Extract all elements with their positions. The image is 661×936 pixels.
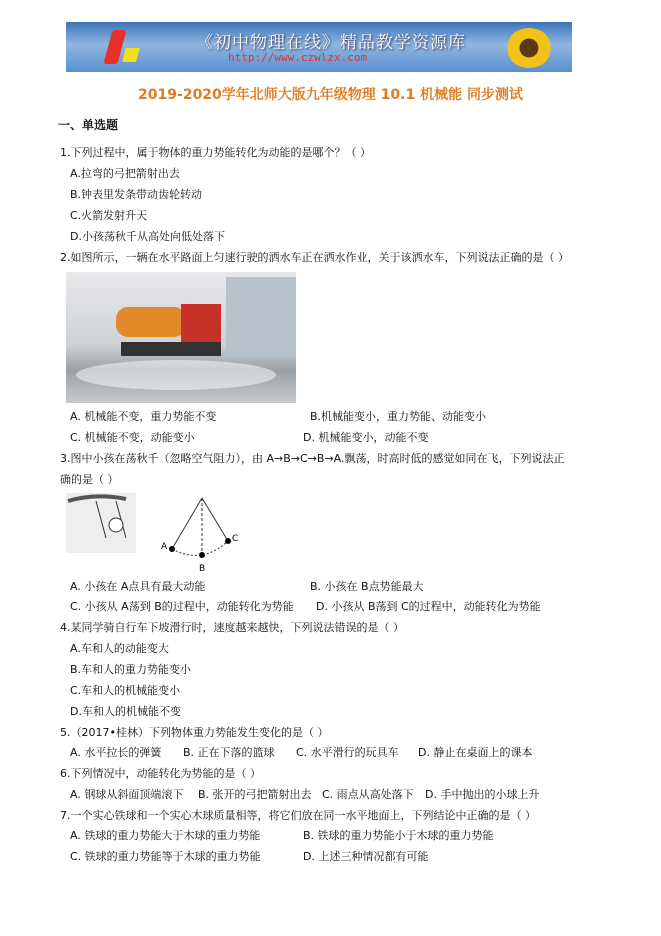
swing-diagram bbox=[66, 493, 246, 575]
label-a: A bbox=[161, 542, 168, 552]
question-5: 5.（2017•桂林）下列物体重力势能发生变化的是（ ） bbox=[60, 726, 329, 739]
option: A. 水平拉长的弹簧 bbox=[70, 746, 162, 759]
option: A.拉弯的弓把箭射出去 bbox=[70, 167, 180, 180]
option: C. 机械能不变，动能变小 bbox=[70, 431, 195, 444]
sunflower-icon bbox=[506, 28, 552, 68]
option: C. 铁球的重力势能等于木球的重力势能 bbox=[70, 850, 261, 863]
option: B. 正在下落的篮球 bbox=[183, 746, 275, 759]
section-heading: 一、单选题 bbox=[58, 118, 119, 132]
logo-icon-part bbox=[122, 48, 140, 62]
question-3-cont: 确的是（ ） bbox=[60, 473, 119, 486]
banner-title: 《初中物理在线》精品教学资源库 bbox=[196, 33, 466, 53]
question-2: 2.如图所示，一辆在水平路面上匀速行驶的洒水车正在洒水作业，关于该洒水车，下列说法正确的是（ ） bbox=[60, 251, 569, 264]
page-title: 2019-2020学年北师大版九年级物理 10.1 机械能 同步测试 bbox=[138, 87, 523, 103]
question-4: 4.某同学骑自行车下坡滑行时，速度越来越快，下列说法错误的是（ ） bbox=[60, 621, 404, 634]
option: D.小孩荡秋千从高处向低处落下 bbox=[70, 230, 225, 243]
banner-url: http://www.czwlzx.com bbox=[228, 51, 368, 64]
option: B.钟表里发条带动齿轮转动 bbox=[70, 188, 203, 201]
option: A.车和人的动能变大 bbox=[70, 642, 169, 655]
option: D. 上述三种情况都有可能 bbox=[303, 850, 429, 863]
option: C. 雨点从高处落下 bbox=[322, 788, 414, 801]
question-3: 3.图中小孩在荡秋千（忽略空气阻力），由 A→B→C→B→A.飘荡，时高时低的感觉如同在飞，下列说法正 bbox=[60, 452, 565, 465]
option: B.机械能变小，重力势能、动能变小 bbox=[310, 410, 487, 423]
option: D. 机械能变小，动能不变 bbox=[303, 431, 429, 444]
option: B.车和人的重力势能变小 bbox=[70, 663, 192, 676]
label-c: C bbox=[232, 534, 239, 544]
option: A. 铁球的重力势能大于木球的重力势能 bbox=[70, 829, 261, 842]
label-b: B bbox=[199, 564, 206, 574]
option: A. 小孩在 A点具有最大动能 bbox=[70, 580, 206, 593]
question-7: 7.一个实心铁球和一个实心木球质量相等，将它们放在同一水平地面上，下列结论中正确的是（ ） bbox=[60, 809, 536, 822]
question-1: 1.下列过程中，属于物体的重力势能转化为动能的是哪个？（ ） bbox=[60, 146, 371, 159]
option: B. 铁球的重力势能小于木球的重力势能 bbox=[303, 829, 494, 842]
option: B. 小孩在 B点势能最大 bbox=[310, 580, 424, 593]
water-truck-image bbox=[66, 272, 296, 403]
option: C. 水平滑行的玩具车 bbox=[296, 746, 399, 759]
option: C.车和人的机械能变小 bbox=[70, 684, 181, 697]
option: A. 机械能不变，重力势能不变 bbox=[70, 410, 217, 423]
option: A. 钢球从斜面顶端滚下 bbox=[70, 788, 184, 801]
option: D.车和人的机械能不变 bbox=[70, 705, 181, 718]
option: C.火箭发射升天 bbox=[70, 209, 148, 222]
option: B. 张开的弓把箭射出去 bbox=[198, 788, 312, 801]
option: D. 静止在桌面上的课本 bbox=[418, 746, 533, 759]
option: C. 小孩从 A荡到 B的过程中，动能转化为势能 bbox=[70, 600, 294, 613]
option: D. 手中抛出的小球上升 bbox=[425, 788, 540, 801]
option: D. 小孩从 B荡到 C的过程中，动能转化为势能 bbox=[316, 600, 541, 613]
question-6: 6.下列情况中，动能转化为势能的是（ ） bbox=[60, 767, 261, 780]
banner-logo bbox=[66, 22, 572, 72]
